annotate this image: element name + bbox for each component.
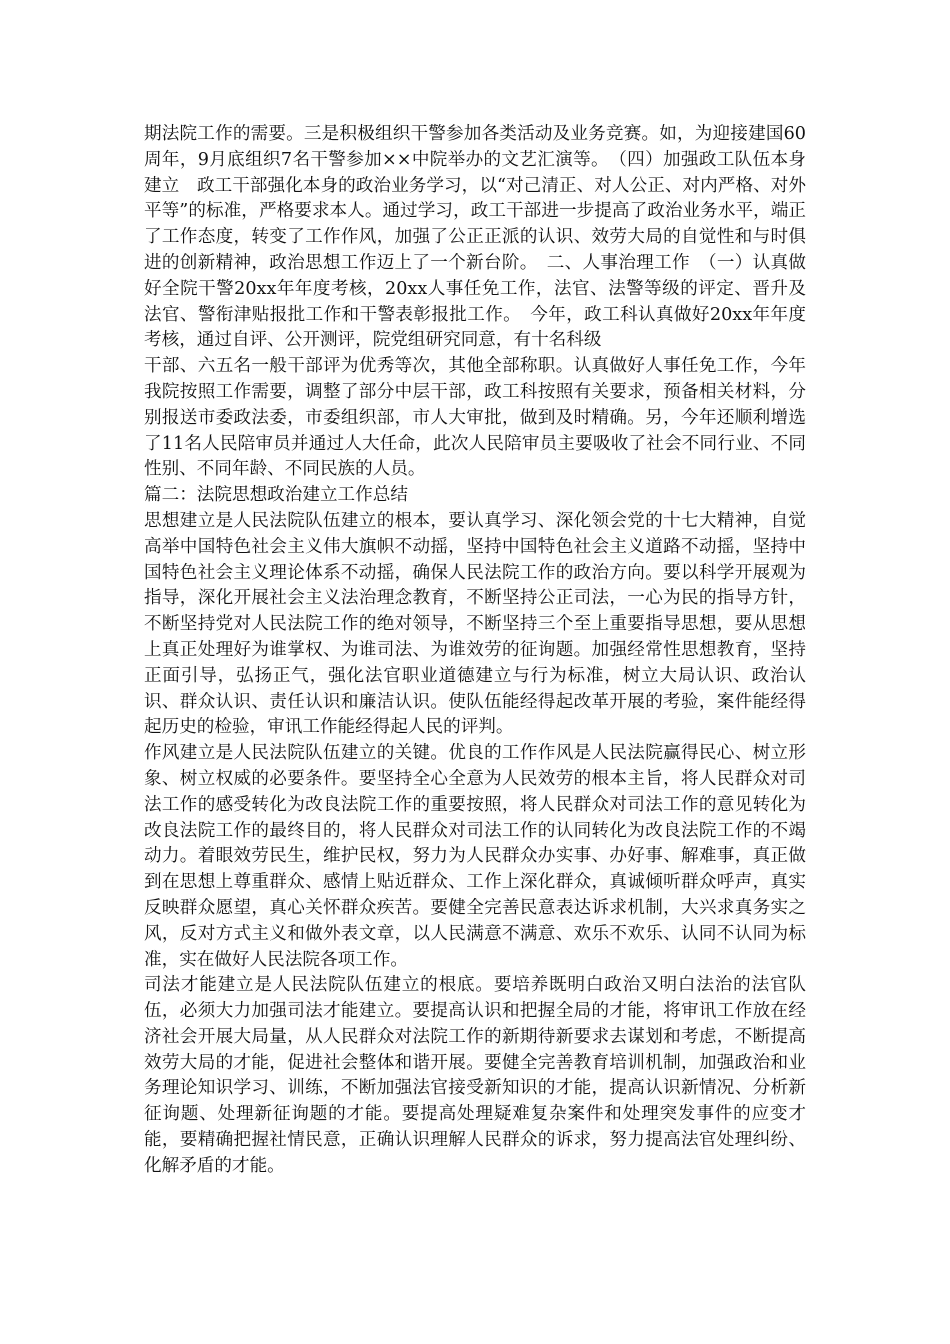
- paragraph-personnel: 干部、六五名一般干部评为优秀等次，其他全部称职。认真做好人事任免工作，今年我院按照工作需要，调整了部分中层干部，政工科按照有关要求，预备相关材料，分别报送市委政法委，市委组织部，市人大审批，做到及时精确。另，今年还顺利增选了11名人民陪审员并通过人大任命，此次人民陪审员主要吸收了社会不同行业、不同性别、不同年龄、不同民族的人员。: [144, 356, 806, 480]
- paragraph-judicial-ability: 司法才能建立是人民法院队伍建立的根底。要培养既明白政治又明白法治的法官队伍，必须大力加强司法才能建立。要提高认识和把握全局的才能，将审讯工作放在经济社会开展大局量，从人民群众对法院工作的新期待新要求去谋划和考虑，不断提高效劳大局的才能，促进社会整体和谐开展。要健全完善教育培训机制，加强政治和业务理论知识学习、训练，不断加强法官接受新知识的才能，提高认识新情况、分析新征询题、处理新征询题的才能。要提高处理疑难复杂案件和处理突发事件的应变才能，要精确把握社情民意，正确认识理解人民群众的诉求，努力提高法官处理纠纷、化解矛盾的才能。: [144, 975, 806, 1176]
- section-heading: 篇二：法院思想政治建立工作总结: [144, 485, 408, 506]
- paragraph-work-style: 作风建立是人民法院队伍建立的关键。优良的工作作风是人民法院赢得民心、树立形象、树立权威的必要条件。要坚持全心全意为人民效劳的根本主旨，将人民群众对司法工作的感受转化为改良法院工作的重要按照，将人民群众对司法工作的意见转化为改良法院工作的最终目的，将人民群众对司法工作的认同转化为改良法院工作的不竭动力。着眼效劳民生，维护民权，努力为人民群众办实事、办好事、解难事，真正做到在思想上尊重群众、感情上贴近群众、工作上深化群众，真诚倾听群众呼声，真实反映群众愿望，真心关怀群众疾苦。要健全完善民意表达诉求机制，大兴求真务实之风，反对方式主义和做外表文章，以人民满意不满意、欢乐不欢乐、认同不认同为标准，实在做好人民法院各项工作。: [144, 743, 806, 970]
- paragraph-ideology: 思想建立是人民法院队伍建立的根本，要认真学习、深化领会党的十七大精神，自觉高举中国特色社会主义伟大旗帜不动摇，坚持中国特色社会主义道路不动摇，坚持中国特色社会主义理论体系不动摇，确保人民法院工作的政治方向。要以科学开展观为指导，深化开展社会主义法治理念教育，不断坚持公正司法，一心为民的指导方针，不断坚持党对人民法院工作的绝对领导，不断坚持三个至上重要指导思想，要从思想上真正处理好为谁掌权、为谁司法、为谁效劳的征询题。加强经常性思想教育，坚持正面引导，弘扬正气，强化法官职业道德建立与行为标准，树立大局认识、政治认识、群众认识、责任认识和廉洁认识。使队伍能经得起改革开展的考验，案件能经得起历史的检验，审讯工作能经得起人民的评判。: [144, 510, 806, 738]
- paragraph-continued: 期法院工作的需要。三是积极组织干警参加各类活动及业务竞赛。如，为迎接建国60周年，9月底组织7名干警参加××中院举办的文艺汇演等。 （四）加强政工队伍本身建立 政工干部强化本身的政治业务学习，以“对己清正、对人公正、对内严格、对外平等”的标准，严格要求本人。通过学习，政工干部进一步提高了政治业务水平，端正了工作态度，转变了工作作风，加强了公正正派的认识、效劳大局的自觉性和与时俱进的创新精神，政治思想工作迈上了一个新台阶。 二、人事治理工作 （一）认真做好全院干警20xx年年度考核，20xx人事任免工作，法官、法警等级的评定、晋升及法官、警衔津贴报批工作和干警表彰报批工作。 今年，政工科认真做好20xx年年度考核，通过自评、公开测评，院党组研究同意，有十名科级: [144, 124, 806, 351]
- document-body: [144, 122, 806, 1180]
